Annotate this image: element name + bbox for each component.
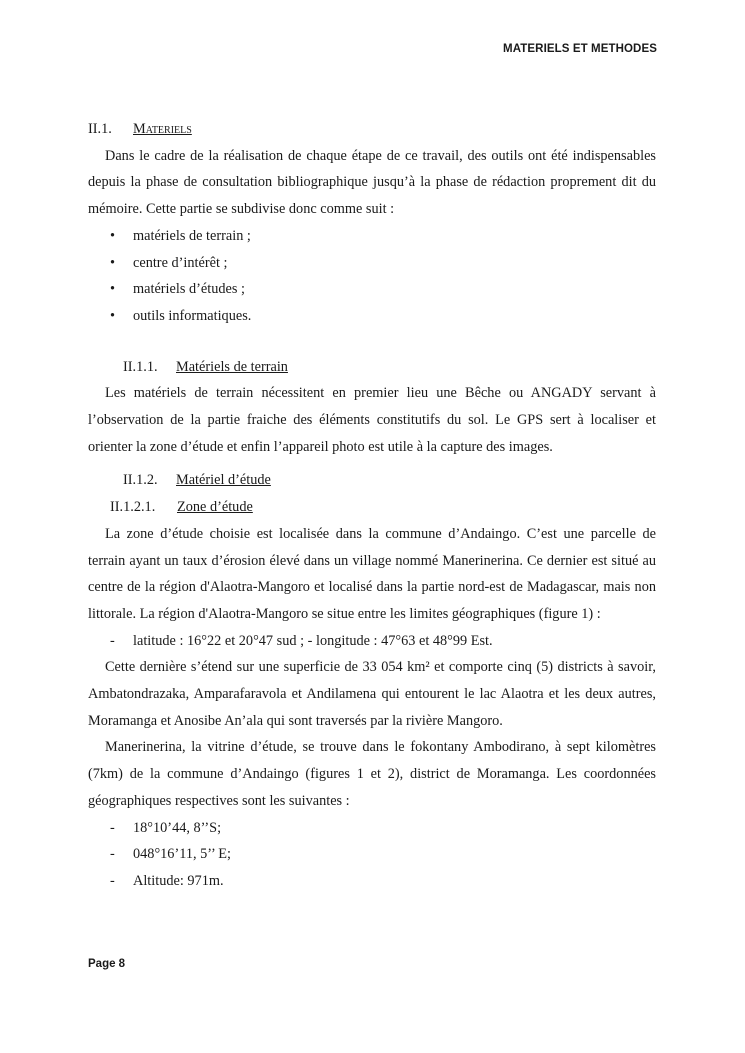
list-item — [88, 250, 656, 277]
subsection-title: Matériel d’étude — [176, 472, 271, 489]
subsection-number: II.1.2. — [123, 472, 158, 489]
location-paragraph: Manerinerina, la vitrine d’étude, se trouve dans le fokontany Ambodirano, à sept kilomètres (7km) de la commune d’Andaingo (figures 1 et 2), district de Moramanga. Les coordonnées géographiques respectives sont les suivantes : — [88, 739, 656, 809]
limits-list — [88, 628, 656, 655]
list-item-text: matériels d’études ; — [133, 281, 245, 298]
list-item-text: 048°16’11, 5’’ E; — [133, 846, 231, 863]
list-item — [88, 841, 656, 868]
section-number: II.1. — [88, 121, 112, 137]
dash-icon: - — [110, 872, 115, 889]
materials-list — [88, 223, 656, 330]
subsection-heading-terrain — [88, 354, 656, 381]
list-item — [88, 868, 656, 895]
coordinates-list — [88, 815, 656, 895]
list-item-text: latitude : 16°22 et 20°47 sud ; - longitude : 47°63 et 48°99 Est. — [133, 632, 493, 649]
section-heading-materiels — [88, 116, 656, 143]
bullet-icon: • — [110, 254, 116, 271]
list-item-text: matériels de terrain ; — [133, 227, 251, 244]
list-item — [88, 303, 656, 330]
list-item — [88, 223, 656, 250]
subsection-heading-materiel-etude — [88, 467, 656, 494]
dash-icon: - — [110, 819, 115, 836]
region-paragraph: Cette dernière s’étend sur une superficie de 33 054 km² et comporte cinq (5) districts à savoir, Ambatondrazaka, Amparafaravola et Andilamena qui entourent le lac Alaotra et les deux autres, Moramanga et Anosibe An’ala qui sont traversés par la rivière Mangoro. — [88, 659, 656, 729]
page-body — [88, 116, 656, 895]
running-header: MATERIELS ET METHODES — [503, 43, 657, 55]
list-item-text: Altitude: 971m. — [133, 872, 224, 889]
list-item — [88, 815, 656, 842]
list-item — [88, 628, 656, 655]
bullet-icon: • — [110, 281, 116, 298]
list-item-text: 18°10’44, 8’’S; — [133, 819, 222, 836]
bullet-icon: • — [110, 227, 116, 244]
subsubsection-number: II.1.2.1. — [110, 499, 156, 516]
zone-paragraph: La zone d’étude choisie est localisée dans la commune d’Andaingo. C’est une parcelle de terrain ayant un taux d’érosion élevé dans un village nommé Manerinerina. Ce dernier est situé au centre de la région d'Alaotra-Mangoro et localisé dans la partie nord-est de Madagascar, mais non littorale. La région d'Alaotra-Mangoro se situe entre les limites géographiques (figure 1) : — [88, 525, 656, 622]
list-item — [88, 276, 656, 303]
list-item-text: outils informatiques. — [133, 307, 252, 324]
page-number: Page 8 — [88, 958, 126, 970]
dash-icon: - — [110, 632, 115, 649]
dash-icon: - — [110, 846, 115, 863]
subsection-title: Matériels de terrain — [176, 358, 288, 375]
subsubsection-heading-zone — [88, 494, 656, 521]
terrain-paragraph: Les matériels de terrain nécessitent en premier lieu une Bêche ou ANGADY servant à l’observation de la partie fraiche des éléments constitutifs du sol. Le GPS sert à localiser et orienter la zone d’étude et enfin l’appareil photo est utile à la capture des images. — [88, 385, 656, 455]
section-title: Materiels — [133, 121, 192, 137]
subsubsection-title: Zone d’étude — [177, 499, 253, 516]
bullet-icon: • — [110, 307, 116, 324]
subsection-number: II.1.1. — [123, 358, 158, 375]
intro-paragraph: Dans le cadre de la réalisation de chaque étape de ce travail, des outils ont été indispensables depuis la phase de consultation bibliographique jusqu’à la phase de rédaction proprement dit du mémoire. Cette partie se subdivise donc comme suit : — [88, 147, 656, 218]
list-item-text: centre d’intérêt ; — [133, 254, 228, 271]
